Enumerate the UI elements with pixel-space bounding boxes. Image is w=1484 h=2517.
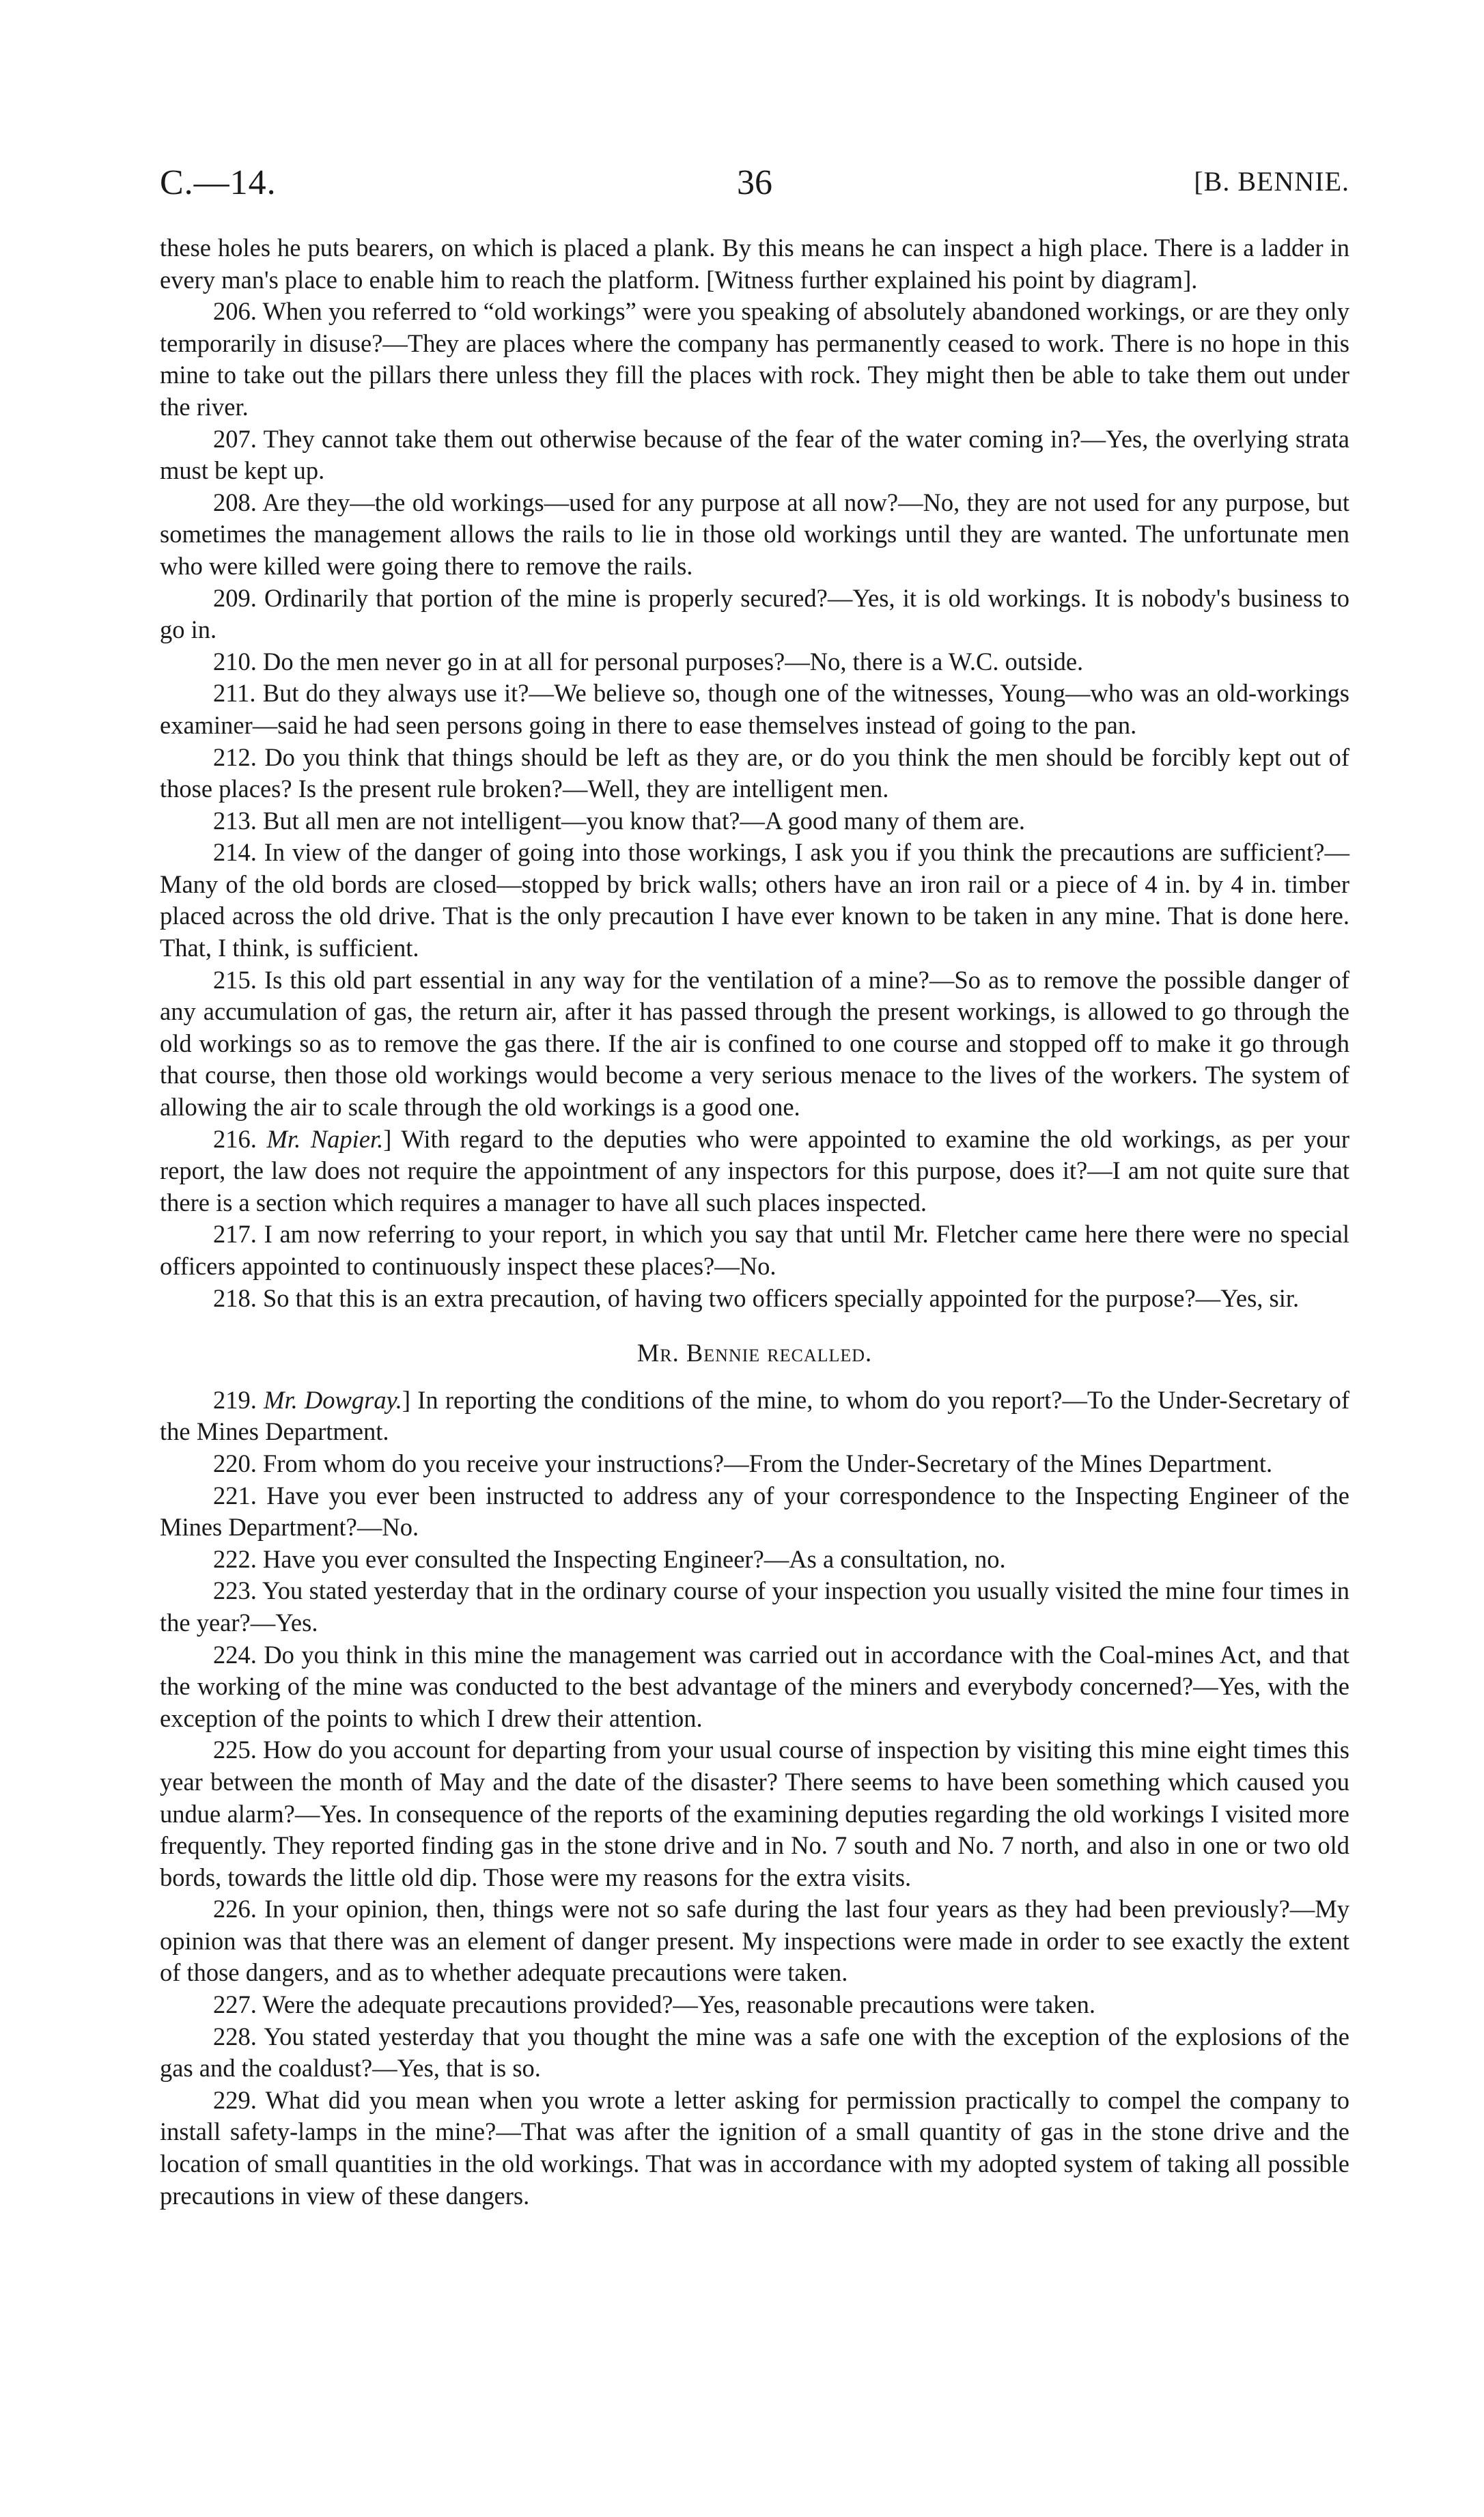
- page-header: [160, 163, 1349, 210]
- paragraph-222: 222. Have you ever consulted the Inspecting Engineer?—As a consultation, no.: [213, 1544, 1006, 1573]
- paragraph-208: 208. Are they—the old workings—used for any purpose at all now?—No, they are not used for any purpose, but sometimes the management allows the rails to lie in those old workings until they are wanted. The unfortunate men who were killed were going there to remove the rails.: [160, 488, 1349, 580]
- paragraph-text: ] With regard to the deputies who were appointed to examine the old workings, as per your report, the law does not require the appointment of any inspectors for this purpose, does it?—I am not quite sure that there is a section which requires a manager to have all such places inspected.: [160, 1124, 1349, 1216]
- paragraph-228: 228. You stated yesterday that you thought the mine was a safe one with the exception of the explosions of the gas and the coaldust?—Yes, that is so.: [160, 2022, 1349, 2083]
- speaker-name: Mr. Dowgray.: [264, 1385, 402, 1414]
- paragraph-217: 217. I am now referring to your report, in which you say that until Mr. Fletcher came here there were no special officers appointed to continuously inspect these places?—No.: [160, 1220, 1349, 1280]
- paragraph-213: 213. But all men are not intelligent—you know that?—A good many of them are.: [213, 806, 1026, 835]
- paragraph-210: 210. Do the men never go in at all for personal purposes?—No, there is a W.C. outside.: [213, 647, 1084, 676]
- paragraph-218: 218. So that this is an extra precaution, of having two officers specially appointed for the purpose?—Yes, sir.: [213, 1283, 1300, 1312]
- paragraph-206: 206. When you referred to “old workings” were you speaking of absolutely abandoned workings, or are they only temporarily in disuse?—They are places where the company has permanently ceased to work. There is no hope in this mine to take out the pillars there unless they fill the places with rock. They might then be able to take them out under the river.: [160, 297, 1349, 421]
- paragraph-number: 216.: [213, 1124, 257, 1153]
- continuation-paragraph: these holes he puts bearers, on which is placed a plank. By this means he can inspect a high place. There is a ladder in every man's place to enable him to reach the platform. [Witness further explained his point by diagram].: [160, 234, 1349, 294]
- paragraph-223: 223. You stated yesterday that in the ordinary course of your inspection you usually visited the mine four times in the year?—Yes.: [160, 1576, 1349, 1637]
- page-number: 36: [737, 163, 772, 202]
- witness-name-header: [B. BENNIE.: [1194, 166, 1349, 197]
- paragraph-225: 225. How do you account for departing from your usual course of inspection by visiting this mine eight times this year between the month of May and the date of the disaster? There seems to have been something which caused you undue alarm?—Yes. In consequence of the reports of the examining deputies regarding the old workings I visited more frequently. They reported finding gas in the stone drive and in No. 7 south and No. 7 north, and also in one or two old bords, towards the little old dip. Those were my reasons for the extra visits.: [160, 1736, 1349, 1891]
- paragraph-227: 227. Were the adequate precautions provided?—Yes, reasonable precautions were taken.: [213, 1990, 1096, 2019]
- paragraph-207: 207. They cannot take them out otherwise because of the fear of the water coming in?—Yes, the overlying strata must be kept up.: [160, 424, 1349, 485]
- paragraph-216: [160, 1124, 1349, 1219]
- paragraph-211: 211. But do they always use it?—We believe so, though one of the witnesses, Young—who was an old-workings examiner—said he had seen persons going in there to ease themselves instead of going to the pan.: [160, 679, 1349, 739]
- speaker-name: Mr. Napier.: [266, 1124, 384, 1153]
- paragraph-226: 226. In your opinion, then, things were not so safe during the last four years as they had been previously?—My opinion was that there was an element of danger present. My inspections were made in order to see exactly the extent of those dangers, and as to whether adequate precautions were taken.: [160, 1895, 1349, 1987]
- paragraph-219: [160, 1385, 1349, 1448]
- paragraph-221: 221. Have you ever been instructed to address any of your correspondence to the Inspecting Engineer of the Mines Department?—No.: [160, 1481, 1349, 1542]
- document-reference: C.—14.: [160, 163, 277, 202]
- paragraph-214: 214. In view of the danger of going into those workings, I ask you if you think the precautions are sufficient?—Many of the old bords are closed—stopped by brick walls; others have an iron rail or a piece of 4 in. by 4 in. timber placed across the old drive. That is the only precaution I have ever known to be taken in any mine. That is done here. That, I think, is sufficient.: [160, 838, 1349, 962]
- paragraph-220: 220. From whom do you receive your instructions?—From the Under-Secretary of the Mines Department.: [213, 1449, 1273, 1477]
- paragraph-209: 209. Ordinarily that portion of the mine is properly secured?—Yes, it is old workings. It is nobody's business to go in.: [160, 583, 1349, 644]
- paragraph-text: ] In reporting the conditions of the mine, to whom do you report?—To the Under-Secretary of the Mines Department.: [160, 1385, 1349, 1446]
- paragraph-215: 215. Is this old part essential in any way for the ventilation of a mine?—So as to remove the possible danger of any accumulation of gas, the return air, after it has passed through the present workings, is allowed to go through the old workings so as to remove the gas there. If the air is confined to one course and stopped off to make it go through that course, then those old workings would become a very serious menace to the lives of the workers. The system of allowing the air to scale through the old workings is a good one.: [160, 965, 1349, 1122]
- paragraph-229: 229. What did you mean when you wrote a letter asking for permission practically to compel the company to install safety-lamps in the mine?—That was after the ignition of a small quantity of gas in the stone drive and the location of small quantities in the old workings. That was in accordance with my adopted system of taking all possible precautions in view of these dangers.: [160, 2085, 1349, 2210]
- paragraph-number: 219.: [213, 1385, 257, 1414]
- section-heading: Mr. Bennie recalled.: [636, 1339, 873, 1367]
- paragraph-224: 224. Do you think in this mine the management was carried out in accordance with the Coal-mines Act, and that the working of the mine was conducted to the best advantage of the miners and everybody concerned?—Yes, with the exception of the points to which I drew their attention.: [160, 1640, 1349, 1732]
- paragraph-212: 212. Do you think that things should be left as they are, or do you think the men should be forcibly kept out of those places? Is the present rule broken?—Well, they are intelligent men.: [160, 742, 1349, 803]
- body-text: [160, 232, 1349, 2212]
